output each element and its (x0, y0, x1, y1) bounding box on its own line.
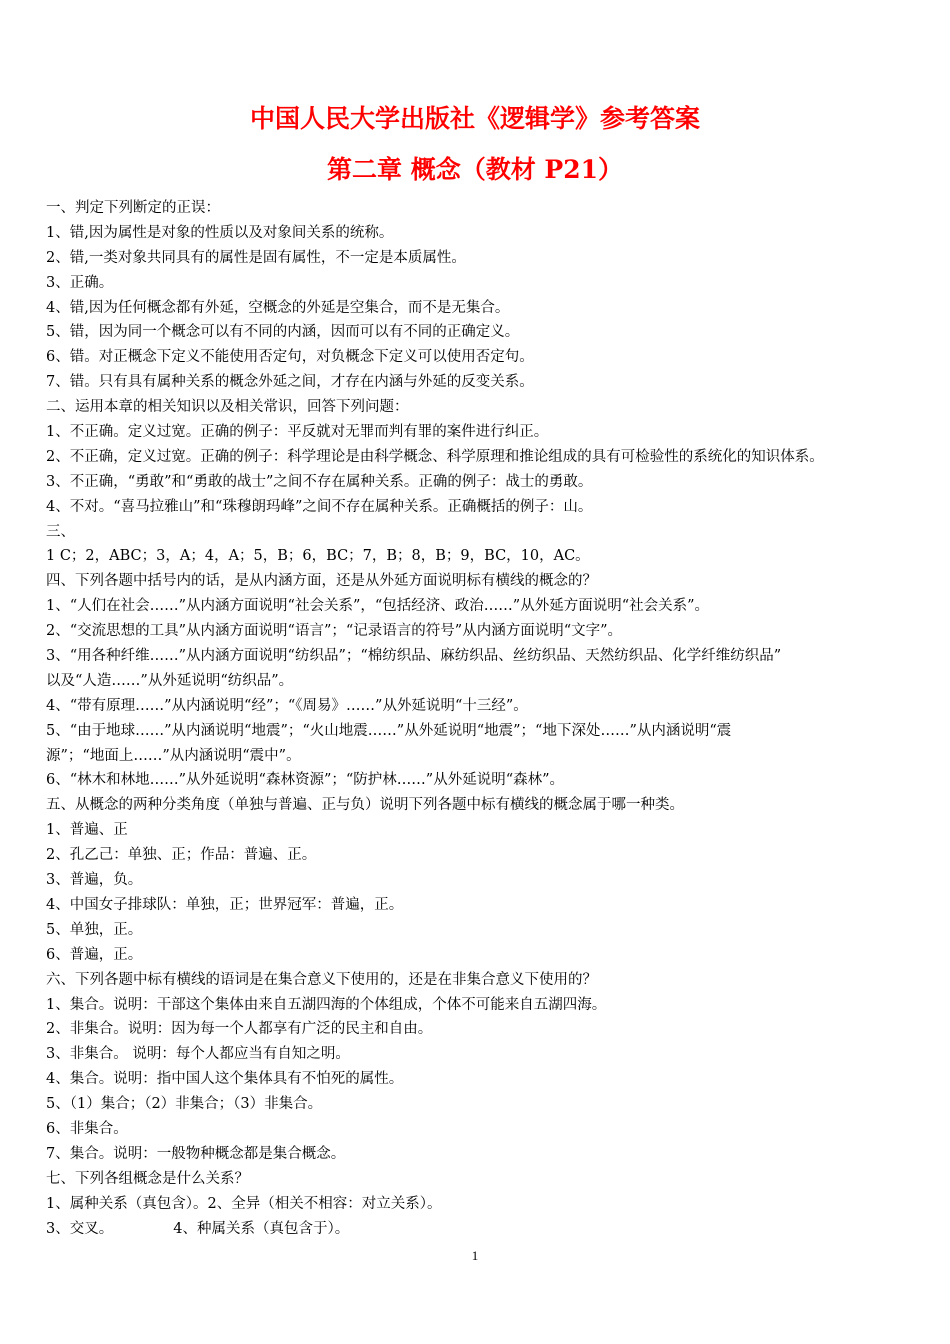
chapter-title: 第二章 概念（教材 P21） (327, 155, 623, 184)
text-line: 七、下列各组概念是什么关系？ (46, 1170, 249, 1187)
answer-item: 4、种属关系（真包含于）。 (173, 1220, 350, 1237)
text-line: 2、孔乙己：单独、正；作品：普遍、正。 (46, 847, 317, 864)
text-line: 4、错,因为任何概念都有外延，空概念的外延是空集合，而不是无集合。 (46, 299, 510, 316)
text-line: 1、不正确。定义过宽。正确的例子：平反就对无罪而判有罪的案件进行纠正。 (46, 424, 549, 441)
text-line: 5、单独，正。 (46, 921, 143, 938)
text-line: 1、集合。说明：干部这个集体由来自五湖四海的个体组成，个体不可能来自五湖四海。 (46, 996, 607, 1013)
text-line: 7、错。只有具有属种关系的概念外延之间，才存在内涵与外延的反变关系。 (46, 374, 534, 391)
text-line: 5、错，因为同一个概念可以有不同的内涵，因而可以有不同的正确定义。 (46, 324, 520, 341)
text-line: 3、“用各种纤维……”从内涵方面说明“纺织品”；“棉纺织品、麻纺织品、丝纺织品、天然纺织品、化学纤维纺织品” (46, 648, 782, 665)
answer-item: 3、交叉。 (46, 1220, 114, 1237)
text-line: 2、不正确，定义过宽。正确的例子：科学理论是由科学概念、科学原理和推论组成的具有可检验性的系统化的知识体系。 (46, 448, 824, 465)
text-line: 3、非集合。 说明：每个人都应当有自知之明。 (46, 1046, 350, 1063)
text-line: 源”；“地面上……”从内涵说明“震中”。 (46, 747, 301, 764)
text-line: 2、“交流思想的工具”从内涵方面说明“语言”；“记录语言的符号”从内涵方面说明“文字”。 (46, 623, 623, 640)
document-title: 中国人民大学出版社《逻辑学》参考答案 (249, 104, 700, 133)
text-line (46, 1217, 908, 1242)
text-line: 6、非集合。 (46, 1120, 128, 1137)
text-line: 2、错,一类对象共同具有的属性是固有属性，不一定是本质属性。 (46, 249, 466, 266)
text-line: 1、错,因为属性是对象的性质以及对象间关系的统称。 (46, 224, 394, 241)
text-line: 五、从概念的两种分类角度（单独与普遍、正与负）说明下列各题中标有横线的概念属于哪一种类。 (46, 797, 684, 814)
text-line: 1、“人们在社会……”从内涵方面说明“社会关系”，“包括经济、政治……”从外延方面说明“社会关系”。 (46, 598, 710, 615)
text-line: 7、集合。说明：一般物种概念都是集合概念。 (46, 1145, 346, 1162)
text-line: 5、（1）集合；（2）非集合；（3）非集合。 (46, 1096, 323, 1113)
text-line: 6、“林木和林地……”从外延说明“森林资源”；“防护林……”从外延说明“森林”。 (46, 772, 565, 789)
text-line: 1 C；2，ABC；3，A；4，A；5，B；6，BC；7，B；8，B；9，BC，10，AC。 (46, 548, 590, 565)
text-line: 5、“由于地球……”从内涵说明“地震”；“火山地震……”从外延说明“地震”；“地下深处……”从内涵说明“震 (46, 722, 732, 739)
text-line: 3、正确。 (46, 274, 114, 291)
document-body (46, 196, 908, 1241)
text-line: 二、运用本章的相关知识以及相关常识，回答下列问题： (46, 399, 409, 416)
text-line: 4、集合。说明：指中国人这个集体具有不怕死的属性。 (46, 1071, 404, 1088)
text-line: 1、属种关系（真包含）。2、全异（相关不相容：对立关系）。 (46, 1195, 442, 1212)
text-line: 三、 (46, 523, 75, 540)
text-line: 4、中国女子排球队：单独，正；世界冠军：普遍，正。 (46, 896, 404, 913)
text-line: 4、“带有原理……”从内涵说明“经”；“《周易》……”从外延说明“十三经”。 (46, 697, 528, 714)
text-line: 3、普遍，负。 (46, 872, 143, 889)
text-line: 6、普遍，正。 (46, 946, 143, 963)
page-number: 1 (471, 1248, 479, 1263)
text-line: 六、下列各题中标有横线的语词是在集合意义下使用的，还是在非集合意义下使用的？ (46, 971, 597, 988)
text-line: 3、不正确，“勇敢”和“勇敢的战士”之间不存在属种关系。正确的例子：战士的勇敢。 (46, 473, 593, 490)
text-line: 4、不对。“喜马拉雅山”和“珠穆朗玛峰”之间不存在属种关系。正确概括的例子：山。 (46, 498, 593, 515)
text-line: 以及“人造……”从外延说明“纺织品”。 (46, 672, 294, 689)
text-line: 四、下列各题中括号内的话，是从内涵方面，还是从外延方面说明标有横线的概念的？ (46, 573, 597, 590)
text-line: 2、非集合。说明：因为每一个人都享有广泛的民主和自由。 (46, 1021, 433, 1038)
text-line: 一、判定下列断定的正误： (46, 200, 220, 216)
text-line: 1、普遍、正 (46, 822, 128, 839)
text-line: 6、错。对正概念下定义不能使用否定句，对负概念下定义可以使用否定句。 (46, 349, 534, 366)
